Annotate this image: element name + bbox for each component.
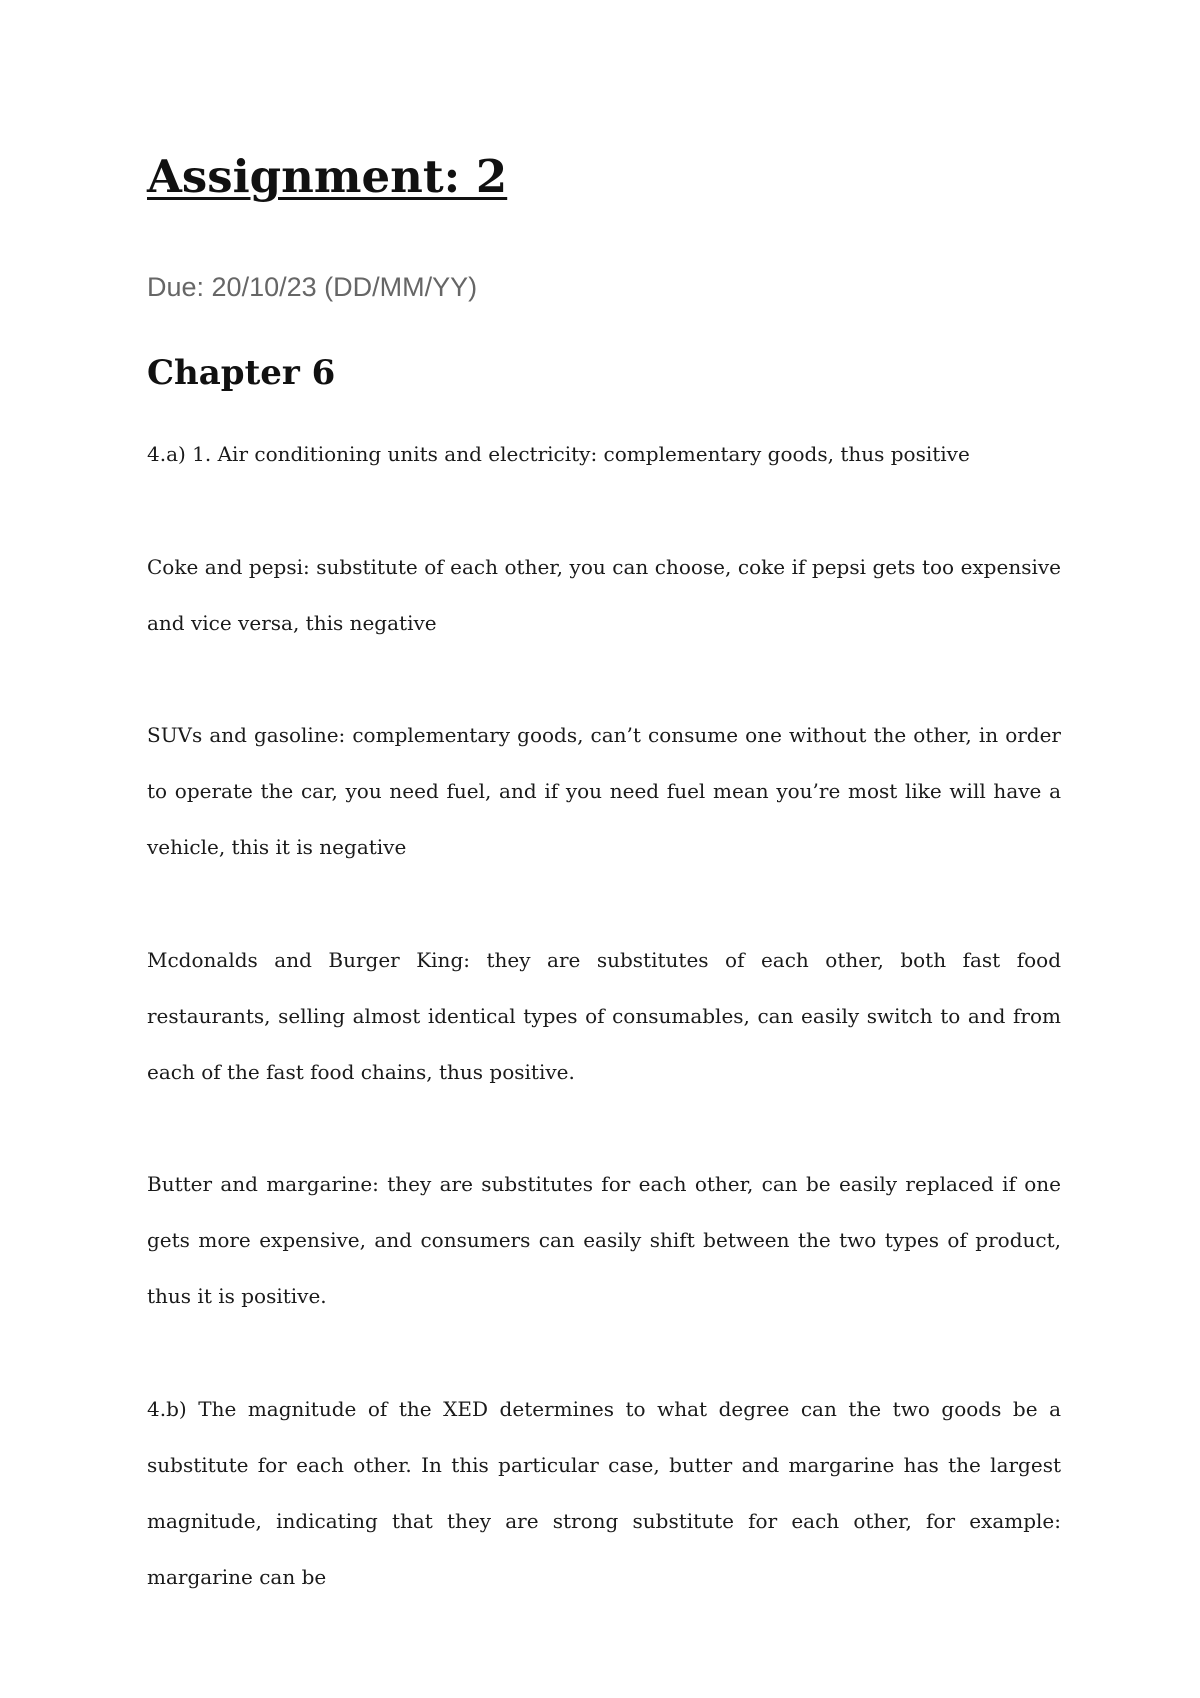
due-date: Due: 20/10/23 (DD/MM/YY) — [147, 272, 478, 302]
answer-4a-air-conditioning: 4.a) 1. Air conditioning units and electricity: complementary goods, thus positive — [147, 442, 970, 466]
document-page — [147, 0, 1061, 1698]
answer-4b-xed-magnitude: 4.b) The magnitude of the XED determines to what degree can the two goods be a substitute for each other. In this particular case, butter and margarine has the largest magnitude, indicating that they are strong substitute for each other, for example: margarine can be — [147, 1397, 1061, 1589]
assignment-title: Assignment: 2 — [147, 150, 508, 203]
answer-coke-pepsi: Coke and pepsi: substitute of each other, you can choose, coke if pepsi gets too expensive and vice versa, this negative — [147, 555, 1061, 635]
answer-butter-margarine: Butter and margarine: they are substitutes for each other, can be easily replaced if one gets more expensive, and consumers can easily shift between the two types of product, thus it is positive. — [147, 1172, 1061, 1308]
answer-mcdonalds-burger-king: Mcdonalds and Burger King: they are substitutes of each other, both fast food restaurants, selling almost identical types of consumables, can easily switch to and from each of the fast food chains, thus positive. — [147, 948, 1061, 1084]
answer-suvs-gasoline: SUVs and gasoline: complementary goods, can’t consume one without the other, in order to operate the car, you need fuel, and if you need fuel mean you’re most like will have a vehicle, this it is negative — [147, 723, 1061, 859]
chapter-heading: Chapter 6 — [147, 353, 336, 393]
